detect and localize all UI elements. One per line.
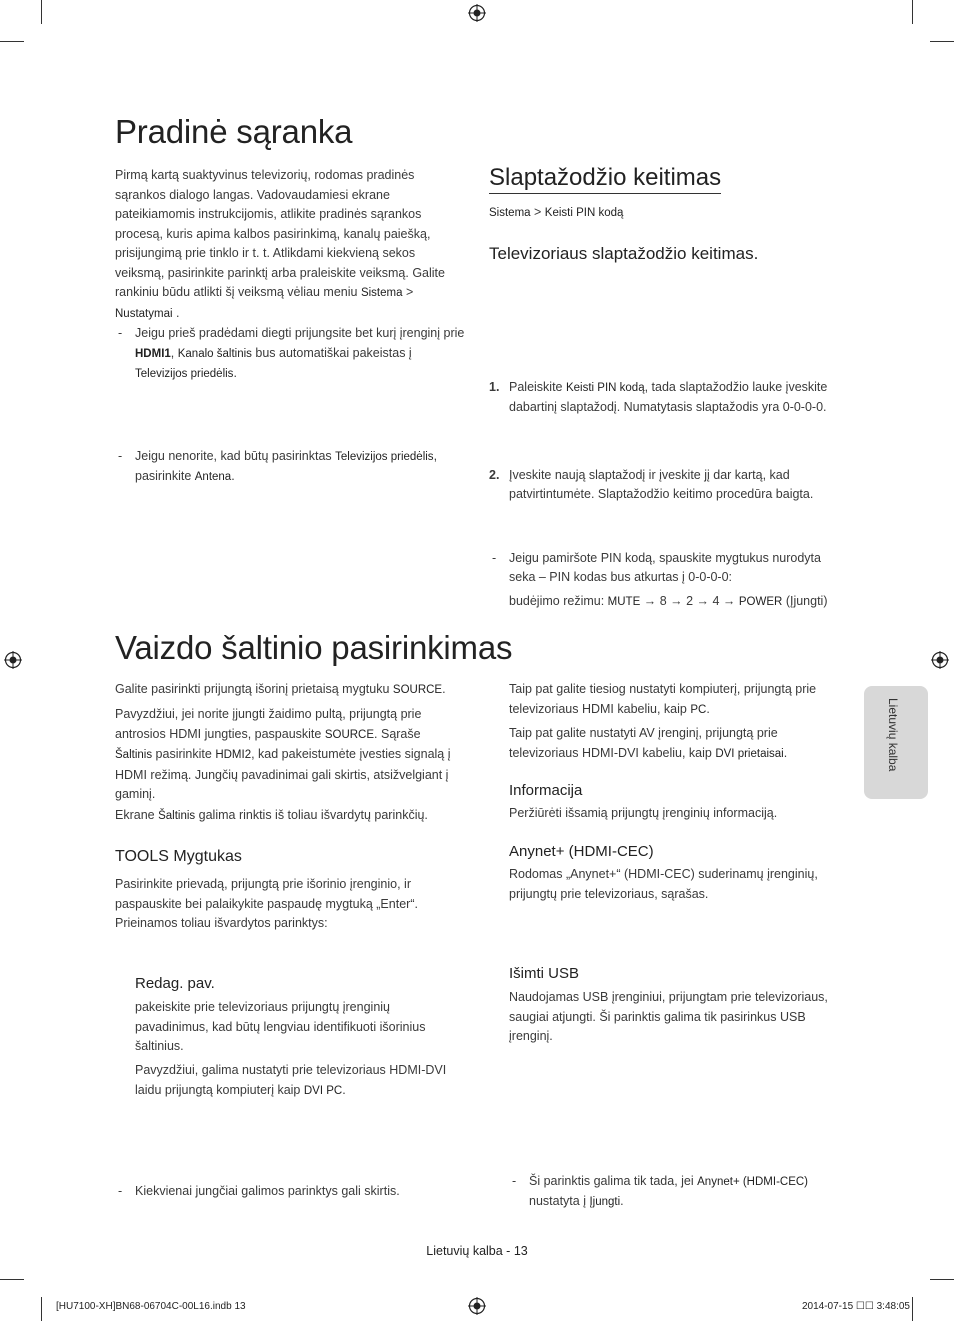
step-text: , tada slaptažodžio lauke įveskite dabartinį slaptažodį. Numatytasis slaptažodis yra 0-0-0-0. (509, 379, 828, 414)
step-text: Paleiskite (509, 379, 566, 394)
bullet-text: nustatyta į (529, 1194, 590, 1208)
para-text: . Sąraše (374, 726, 421, 741)
anynet-bullet: - Ši parinktis galima tik tada, jei Anynet+ (HDMI-CEC) nustatyta į Įjungti. (512, 1173, 809, 1208)
crop-mark (0, 41, 24, 42)
para-text: Pavyzdžiui, jei norite įjungti žaidimo pultą, prijungtą prie antrosios HDMI jungties, paspauskite (115, 707, 422, 741)
crop-mark (912, 0, 913, 24)
source-paragraph-3 (115, 806, 465, 827)
para-text: , kad pakeistumėte įvesties signalą į HDMI režimą. Jungčių pavadinimai gali skirtis, atsižvelgiant į gaminį. (115, 747, 451, 801)
para-text: Ekrane (115, 808, 159, 822)
punct: , (170, 345, 178, 360)
step-2 (489, 466, 844, 505)
redag-title: Redag. pav. (135, 975, 215, 992)
sequence-text: (Įjungti) (782, 593, 828, 608)
crop-mark (912, 1297, 913, 1321)
redag-text-1: pakeiskite prie televizoriaus prijungtų įrenginių pavadinimus, kad būtų lengviau identifikuoti išorinius šaltinius. (135, 1000, 426, 1053)
source-key: SOURCE (324, 728, 375, 741)
note-text: Jeigu pamiršote PIN kodą, spauskite mygtukus nurodyta seka – PIN kodas bus atkurtas į 0-0-0-0: (509, 550, 821, 584)
anynet-text: Rodomas „Anynet+“ (HDMI-CEC) suderinamų įrenginių, prijungtų prie televizoriaus, sąrašas. (509, 867, 818, 901)
tools-text: Pasirinkite prievadą, prijungtą prie išorinio įrenginio, ir paspauskite bei palaikykite paspaudę mygtuką „Enter“. Prieinamos toliau išvardytos parinktys: (115, 877, 418, 930)
bullet-text: Jeigu prieš pradėdami diegti prijungsite bet kurį įrenginį prie (135, 326, 465, 340)
info-text: Peržiūrėti išsamią prijungtų įrenginių informaciją. (509, 806, 778, 820)
source-paragraph-1 (115, 680, 465, 701)
intro-text: Pirmą kartą suaktyvinus televizorių, rodomas pradinės sąrankos dialogo langas. Vadovaudamiesi ekrane pateikiamomis instrukcijomis, atlikite pradinės sąrankos procesą, kuris apima kalbos pasirinkimą, kanalų paiešką, prisijungimą prie tinklo ir t. t. Atlikdami kiekvieną sekos veiksmą, pasirinkite parinktį arba praleiskite veiksmą. Galite rankiniu būdu atlikti šį veiksmą vėliau meniu (115, 168, 445, 299)
source-paragraph-2 (115, 705, 460, 805)
crop-mark (41, 1297, 42, 1321)
crop-mark (930, 41, 954, 42)
file-info: [HU7100-XH]BN68-06704C-00L16.indb 13 (56, 1301, 246, 1312)
para-text: pasirinkite (152, 747, 216, 761)
note-bullet-antena: - Jeigu nenorite, kad būtų pasirinktas Televizijos priedėlis, pasirinkite Antena. (118, 448, 438, 483)
tv-priedelis-label: Televizijos priedėlis (135, 368, 234, 380)
pin-reset-note: - Jeigu pamiršote PIN kodą, spauskite mygtukus nurodyta seka – PIN kodas bus atkurtas į 0-0-0-0: budėjimo režimu: MUTE → 8 → 2 → 4 → POWER (Įjungti) (489, 549, 844, 613)
path-sistema: Sistema (489, 207, 531, 219)
language-tab-label: Lietuvių kalba (886, 698, 900, 772)
hdmi1-label: HDMI1 (135, 347, 171, 360)
pc-label: PC (690, 703, 707, 716)
step-number: 2. (489, 467, 500, 482)
step-number: 1. (489, 379, 500, 394)
source-key: SOURCE (392, 684, 443, 696)
intro-paragraph (115, 166, 465, 324)
kanalo-saltinis-label: Kanalo šaltinis (177, 347, 252, 360)
punct: . (783, 745, 788, 760)
bullet-text: Jeigu nenorite, kad būtų pasirinktas (135, 448, 336, 463)
tools-bullet: - Kiekvienai jungčiai galimos parinktys gali skirtis. (118, 1184, 400, 1198)
separator: > (402, 285, 414, 299)
path-keisti-pin: Keisti PIN kodą (544, 207, 624, 219)
para-text: galima rinktis iš toliau išvardytų parinkčių. (195, 808, 428, 822)
para-text: Taip pat galite nustatyti AV įrenginį, prijungtą prie televizoriaus HDMI-DVI kabeliu, kaip (509, 726, 778, 760)
section-title: Vaizdo šaltinio pasirinkimas (115, 629, 513, 666)
power-key: POWER (738, 595, 783, 608)
sequence-text: → 8 → 2 → 4 → (640, 593, 739, 608)
redag-text-2 (135, 1061, 460, 1101)
tv-priedelis-label: Televizijos priedėlis (335, 450, 434, 463)
punct: . (231, 469, 235, 483)
note-bullet-hdmi: - Jeigu prieš pradėdami diegti prijungsite bet kurį įrenginį prie HDMI1, Kanalo šaltinis bus automatiškai pakeistas į Televizijos priedėlis. (118, 326, 465, 380)
menu-sistema: Sistema (360, 287, 403, 299)
menu-path (489, 203, 844, 224)
punct: . (172, 305, 180, 320)
para-text: Pavyzdžiui, galima nustatyti prie televizoriaus HDMI-DVI laidu prijungtą kompiuterį kaip (135, 1063, 447, 1097)
anynet-title: Anynet+ (HDMI-CEC) (509, 843, 654, 860)
usb-text: Naudojamas USB įrenginiui, prijungtam prie televizoriaus, saugiai atjungti. Ši parinktis galima tik pasirinkus USB įrenginį. (509, 990, 828, 1043)
para-text: Taip pat galite tiesiog nustatyti kompiuterį, prijungtą prie televizoriaus HDMI kabeliu, kaip (509, 682, 817, 716)
crop-mark (0, 1279, 24, 1280)
mute-key: MUTE (607, 595, 641, 608)
reset-sequence (509, 592, 844, 613)
separator: > (530, 205, 545, 219)
usb-title: Išimti USB (509, 965, 580, 982)
step-text: Įveskite naują slaptažodį ir įveskite jį dar kartą, kad patvirtintumėte. Slaptažodžio keitimo procedūra baigta. (509, 467, 814, 501)
language-tab (864, 686, 928, 799)
step-1 (489, 378, 844, 418)
anynet-label: Anynet+ (HDMI-CEC) (697, 1175, 809, 1188)
dvi-pc-label: DVI PC (303, 1084, 343, 1097)
saltinis-label: Šaltinis (115, 749, 153, 761)
info-title: Informacija (509, 782, 583, 799)
bullet-text: bus automatiškai pakeistas į (251, 345, 412, 360)
punct: . (620, 1194, 624, 1208)
crop-mark (930, 1279, 954, 1280)
registration-mark-icon (931, 651, 949, 669)
punct: . (342, 1082, 346, 1097)
para-text: Galite pasirinkti prijungtą išorinį prietaisą mygtuku (115, 682, 393, 696)
sequence-text: budėjimo režimu: (509, 593, 608, 608)
bullet-text: , pasirinkite (135, 448, 438, 483)
registration-mark-icon (468, 4, 486, 22)
saltinis-label: Šaltinis (158, 810, 196, 822)
punct: . (233, 366, 237, 380)
menu-nustatymai: Nustatymai (115, 307, 173, 320)
pin-title-text: Slaptažodžio keitimas (489, 164, 721, 194)
pin-section-title (489, 164, 844, 194)
page-title: Pradinė sąranka (115, 113, 353, 150)
dvi-paragraph (509, 724, 844, 764)
hdmi2-label: HDMI2 (215, 749, 252, 761)
keisti-pin-label: Keisti PIN kodą (565, 381, 645, 394)
ijungti-label: Įjungti (589, 1196, 621, 1208)
bullet-text: Ši parinktis galima tik tada, jei (529, 1173, 698, 1188)
timestamp: 2014-07-15 ☐☐ 3:48:05 (801, 1301, 910, 1312)
bullet-text: Kiekvienai jungčiai galimos parinktys gali skirtis. (135, 1184, 400, 1198)
crop-mark (41, 0, 42, 24)
dvi-prietaisai-label: DVI prietaisai (715, 747, 784, 760)
punct: . (442, 682, 446, 696)
registration-mark-icon (468, 1297, 486, 1315)
pin-subtitle: Televizoriaus slaptažodžio keitimas. (489, 244, 759, 263)
pc-paragraph (509, 680, 844, 720)
page-number: Lietuvių kalba - 13 (426, 1244, 528, 1258)
antena-label: Antena (194, 471, 232, 483)
tools-title: TOOLS Mygtukas (115, 848, 242, 865)
punct: . (706, 701, 710, 716)
registration-mark-icon (4, 651, 22, 669)
